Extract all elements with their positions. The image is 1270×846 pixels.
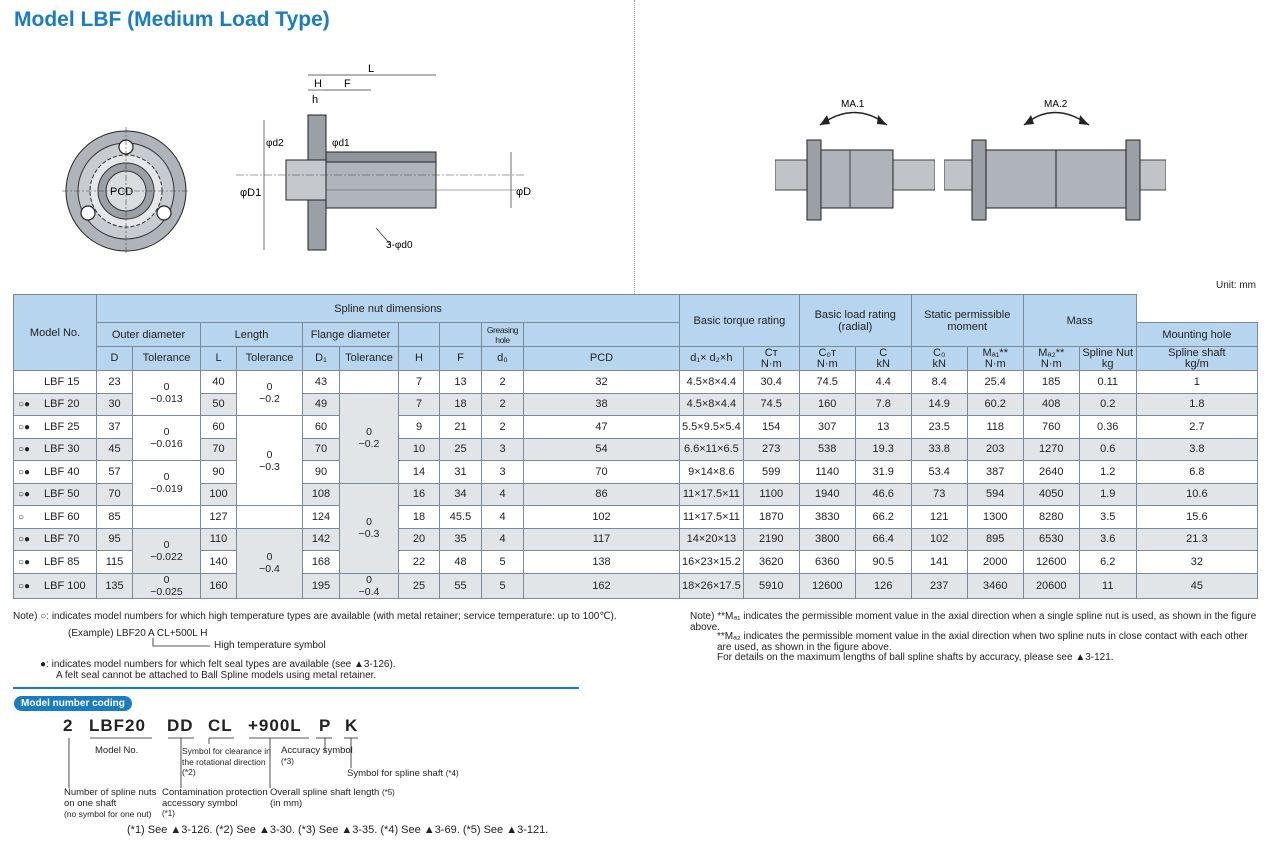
cell-cot: 160 [799, 393, 855, 416]
th-H: H [399, 347, 440, 371]
cell-ma2: 760 [1023, 416, 1079, 439]
note-felt-seal: ●: indicates model numbers for which felt seal types are available (see ▲3-126). [40, 659, 396, 670]
cell-mount: 18×26×17.5 [680, 573, 744, 598]
note-ma1: Note) **Mₐ₁ indicates the permissible moment value in the axial direction when a single spline nut is used, as shown in the figure above. [690, 611, 1257, 633]
model-no: LBF 20 [44, 398, 80, 411]
cell-ma2: 20600 [1023, 573, 1079, 598]
cell-shaft: 21.3 [1136, 528, 1257, 551]
cell-tol-outer [133, 506, 201, 529]
cell-d0: 4 [482, 528, 524, 551]
cell-ma1: 25.4 [967, 371, 1023, 394]
cell-F: 21 [440, 416, 482, 439]
th-mass: Mass [1023, 295, 1136, 347]
cell-d0: 5 [482, 573, 524, 598]
cell-flange-d: 49 [303, 393, 340, 416]
table-row [14, 551, 1258, 574]
code-shaft: K [345, 716, 359, 735]
cell-ma1: 387 [967, 461, 1023, 484]
cell-model [14, 393, 97, 416]
cell-ma2: 12600 [1023, 551, 1079, 574]
th-ma1: Mₐ₁** N·m [967, 347, 1023, 371]
cell-H: 9 [399, 416, 440, 439]
cell-model [14, 438, 97, 461]
availability-mark: ○● [18, 466, 31, 478]
cell-co: 237 [911, 573, 967, 598]
cell-outer-d: 115 [97, 551, 133, 574]
cell-H: 22 [399, 551, 440, 574]
cell-length: 127 [201, 506, 237, 529]
cell-length: 140 [201, 551, 237, 574]
cell-d0: 3 [482, 461, 524, 484]
cell-outer-d: 95 [97, 528, 133, 551]
cell-co: 33.8 [911, 438, 967, 461]
cell-ma2: 4050 [1023, 483, 1079, 506]
code-accuracy: P [319, 716, 332, 735]
coding-rule [13, 687, 579, 689]
th-tol-flange: Tolerance [340, 347, 399, 371]
ma2-label: MA.2 [1044, 99, 1068, 110]
model-no: LBF 70 [44, 533, 80, 546]
cell-cot: 74.5 [799, 371, 855, 394]
cell-cot: 3800 [799, 528, 855, 551]
cell-H: 20 [399, 528, 440, 551]
cell-outer-d: 70 [97, 483, 133, 506]
dim-holes: 3-φd0 [386, 240, 413, 251]
cell-F: 18 [440, 393, 482, 416]
cell-cot: 1140 [799, 461, 855, 484]
cell-flange-d: 108 [303, 483, 340, 506]
th-F: F [440, 347, 482, 371]
dim-d1: φd1 [332, 138, 350, 149]
cell-mount: 11×17.5×11 [680, 483, 744, 506]
th-tol-length: Tolerance [237, 347, 303, 371]
cell-F: 55 [440, 573, 482, 598]
th-spline-nut: Spline nut dimensions [97, 295, 680, 323]
cell-flange-d: 168 [303, 551, 340, 574]
cell-pcd: 162 [524, 573, 680, 598]
note-felt-seal-2: A felt seal cannot be attached to Ball Spline models using metal retainer. [56, 670, 377, 681]
cell-cot: 307 [799, 416, 855, 439]
cell-ma2: 185 [1023, 371, 1079, 394]
cell-tol-length [237, 506, 303, 529]
cell-length: 160 [201, 573, 237, 598]
cell-shaft: 1 [1136, 371, 1257, 394]
cell-ct: 5910 [743, 573, 799, 598]
cell-outer-d: 85 [97, 506, 133, 529]
note-example: (Example) LBF20 A CL+500L H [68, 628, 208, 639]
cell-mount: 9×14×8.6 [680, 461, 744, 484]
cell-cot: 1940 [799, 483, 855, 506]
cell-co: 121 [911, 506, 967, 529]
cell-pcd: 102 [524, 506, 680, 529]
spec-table-body [14, 371, 1258, 599]
cell-nut: 3.5 [1079, 506, 1136, 529]
table-row [14, 393, 1258, 416]
cell-tol-flange: 0 −0.3 [340, 483, 399, 573]
moment-ma2-drawing [944, 95, 1166, 225]
cell-shaft: 32 [1136, 551, 1257, 574]
cell-c: 46.6 [855, 483, 911, 506]
code-clearance: CL [208, 716, 233, 735]
code-length: +900L [248, 716, 302, 735]
cell-c: 19.3 [855, 438, 911, 461]
table-row [14, 506, 1258, 529]
label-shaft: Symbol for spline shaft (*4) [347, 768, 459, 779]
cell-F: 25 [440, 438, 482, 461]
cell-nut: 1.2 [1079, 461, 1136, 484]
label-model-no: Model No. [95, 745, 139, 756]
cell-ma1: 203 [967, 438, 1023, 461]
cell-ct: 30.4 [743, 371, 799, 394]
th-c: C kN [855, 347, 911, 371]
th-blank-pcd [524, 323, 680, 347]
cell-mount: 5.5×9.5×5.4 [680, 416, 744, 439]
th-ma2: Mₐ₂** N·m [1023, 347, 1079, 371]
cell-flange-d: 90 [303, 461, 340, 484]
table-row [14, 528, 1258, 551]
th-blank-f [440, 323, 482, 347]
cell-co: 102 [911, 528, 967, 551]
cell-ct: 3620 [743, 551, 799, 574]
note-max-length: For details on the maximum lengths of ball spline shafts by accuracy, please see ▲3-121. [717, 652, 1114, 663]
cell-tol-length: 0 −0.2 [237, 371, 303, 416]
cell-length: 90 [201, 461, 237, 484]
cell-nut: 11 [1079, 573, 1136, 598]
cell-co: 73 [911, 483, 967, 506]
cell-H: 25 [399, 573, 440, 598]
cell-co: 8.4 [911, 371, 967, 394]
cell-outer-d: 30 [97, 393, 133, 416]
th-mass-shaft: Spline shaft kg/m [1136, 347, 1257, 371]
cell-length: 100 [201, 483, 237, 506]
model-no: LBF 40 [44, 465, 80, 478]
cell-F: 31 [440, 461, 482, 484]
example-bracket [152, 638, 212, 650]
cell-outer-d: 23 [97, 371, 133, 394]
label-nuts: Number of spline nuts on one shaft (no symbol for one nut) [64, 787, 157, 819]
table-row [14, 573, 1258, 598]
model-no: LBF 60 [44, 510, 80, 523]
cell-d0: 5 [482, 551, 524, 574]
th-length: Length [201, 323, 303, 347]
cell-pcd: 47 [524, 416, 680, 439]
cell-H: 7 [399, 371, 440, 394]
cell-pcd: 54 [524, 438, 680, 461]
cell-length: 40 [201, 371, 237, 394]
cell-ma1: 895 [967, 528, 1023, 551]
cell-d0: 2 [482, 371, 524, 394]
table-row [14, 416, 1258, 439]
cell-c: 7.8 [855, 393, 911, 416]
cell-flange-d: 124 [303, 506, 340, 529]
cell-tol-flange: 0 −0.2 [340, 393, 399, 483]
code-seal: DD [167, 716, 194, 735]
cell-mount: 6.6×11×6.5 [680, 438, 744, 461]
availability-mark: ○● [18, 489, 31, 501]
cell-nut: 6.2 [1079, 551, 1136, 574]
th-tol-outer: Tolerance [133, 347, 201, 371]
label-contam: Contamination protection accessory symbol (*1) [162, 787, 268, 818]
cell-ma1: 594 [967, 483, 1023, 506]
cell-pcd: 138 [524, 551, 680, 574]
cell-tol-outer: 0 −0.016 [133, 416, 201, 461]
cell-ct: 1870 [743, 506, 799, 529]
model-no: LBF 15 [44, 375, 80, 388]
cell-tol-flange [340, 371, 399, 394]
cell-nut: 0.2 [1079, 393, 1136, 416]
cell-d0: 2 [482, 393, 524, 416]
cell-tol-outer: 0 −0.013 [133, 371, 201, 416]
cell-cot: 12600 [799, 573, 855, 598]
cell-shaft: 15.6 [1136, 506, 1257, 529]
ma1-label: MA.1 [841, 99, 865, 110]
cell-ma1: 118 [967, 416, 1023, 439]
th-PCD: PCD [524, 347, 680, 371]
cell-H: 10 [399, 438, 440, 461]
availability-mark: ○● [18, 399, 31, 411]
cell-flange-d: 70 [303, 438, 340, 461]
th-mass-nut: Spline Nut kg [1079, 347, 1136, 371]
cell-F: 35 [440, 528, 482, 551]
divider [634, 0, 635, 296]
cell-model [14, 483, 97, 506]
cell-shaft: 10.6 [1136, 483, 1257, 506]
cell-F: 45.5 [440, 506, 482, 529]
cell-H: 14 [399, 461, 440, 484]
cell-H: 16 [399, 483, 440, 506]
availability-mark: ○● [18, 444, 31, 456]
cell-outer-d: 57 [97, 461, 133, 484]
cell-tol-length: 0 −0.4 [237, 528, 303, 598]
cell-co: 23.5 [911, 416, 967, 439]
cell-flange-d: 195 [303, 573, 340, 598]
th-L: L [201, 347, 237, 371]
cell-co: 141 [911, 551, 967, 574]
th-D: D [97, 347, 133, 371]
model-no: LBF 50 [44, 488, 80, 501]
cell-co: 53.4 [911, 461, 967, 484]
cell-pcd: 86 [524, 483, 680, 506]
cell-ma2: 8280 [1023, 506, 1079, 529]
cell-tol-outer: 0 −0.025 [133, 573, 201, 598]
th-mount-sym: d₁× d₂×h [680, 347, 744, 371]
cell-ct: 74.5 [743, 393, 799, 416]
cell-pcd: 117 [524, 528, 680, 551]
model-no: LBF 100 [44, 579, 86, 592]
cell-mount: 11×17.5×11 [680, 506, 744, 529]
spec-table [13, 294, 1258, 599]
availability-mark: ○● [18, 556, 31, 568]
unit-label: Unit: mm [1216, 280, 1256, 291]
front-view-drawing [60, 125, 192, 257]
dim-H: H [314, 78, 322, 90]
code-nuts: 2 [63, 716, 74, 735]
code-model: LBF20 [89, 716, 146, 735]
availability-mark: ○ [18, 511, 25, 523]
table-row [14, 438, 1258, 461]
cell-model [14, 506, 97, 529]
cell-nut: 1.9 [1079, 483, 1136, 506]
cell-ma2: 1270 [1023, 438, 1079, 461]
th-flange: Flange diameter [303, 323, 399, 347]
cell-pcd: 38 [524, 393, 680, 416]
coding-pill: Model number coding [14, 696, 132, 711]
cell-F: 34 [440, 483, 482, 506]
page-title: Model LBF (Medium Load Type) [14, 8, 330, 31]
cell-tol-outer: 0 −0.019 [133, 461, 201, 506]
dim-d2: φd2 [266, 138, 284, 149]
dim-D: φD [516, 186, 532, 198]
cell-ct: 599 [743, 461, 799, 484]
cell-nut: 0.6 [1079, 438, 1136, 461]
model-no: LBF 85 [44, 555, 80, 568]
cell-ma2: 408 [1023, 393, 1079, 416]
cell-length: 110 [201, 528, 237, 551]
cell-H: 18 [399, 506, 440, 529]
label-accuracy: Accuracy symbol (*3) [281, 745, 353, 766]
cell-cot: 6360 [799, 551, 855, 574]
cell-F: 13 [440, 371, 482, 394]
table-row [14, 483, 1258, 506]
cell-shaft: 2.7 [1136, 416, 1257, 439]
cell-ma1: 2000 [967, 551, 1023, 574]
pcd-label: PCD [110, 186, 134, 198]
label-clearance: Symbol for clearance in the rotational direction (*2) [182, 746, 271, 777]
availability-mark: ○● [18, 580, 31, 592]
cell-tol-length: 0 −0.3 [237, 416, 303, 506]
cell-flange-d: 43 [303, 371, 340, 394]
cell-model [14, 573, 97, 598]
cell-d0: 3 [482, 438, 524, 461]
cell-c: 126 [855, 573, 911, 598]
cell-d0: 2 [482, 416, 524, 439]
th-co: C₀ kN [911, 347, 967, 371]
cell-c: 4.4 [855, 371, 911, 394]
cell-ma1: 1300 [967, 506, 1023, 529]
cell-c: 66.2 [855, 506, 911, 529]
cell-pcd: 32 [524, 371, 680, 394]
cell-mount: 4.5×8×4.4 [680, 371, 744, 394]
th-blank-h [399, 323, 440, 347]
note-ma2: **Mₐ₂ indicates the permissible moment value in the axial direction when two spline nuts in close contact with each other are used, as shown in the figure above. [717, 631, 1248, 653]
dim-F: F [344, 78, 351, 90]
cell-shaft: 45 [1136, 573, 1257, 598]
th-model: Model No. [14, 295, 97, 371]
th-d0: d₀ [482, 347, 524, 371]
cell-model [14, 551, 97, 574]
cell-model [14, 461, 97, 484]
cell-ma2: 6530 [1023, 528, 1079, 551]
cell-c: 31.9 [855, 461, 911, 484]
cell-nut: 0.11 [1079, 371, 1136, 394]
dim-L: L [368, 63, 375, 75]
cell-c: 90.5 [855, 551, 911, 574]
cell-co: 14.9 [911, 393, 967, 416]
th-outer: Outer diameter [97, 323, 201, 347]
cell-model [14, 528, 97, 551]
th-cot: C₀ᴛ N·m [799, 347, 855, 371]
th-mounting: Mounting hole [1136, 323, 1257, 347]
cell-model [14, 371, 97, 394]
cell-mount: 4.5×8×4.4 [680, 393, 744, 416]
th-ct: Cᴛ N·m [743, 347, 799, 371]
th-greasing: Greasing hole [482, 323, 524, 347]
cell-c: 13 [855, 416, 911, 439]
cell-mount: 14×20×13 [680, 528, 744, 551]
cell-ct: 1100 [743, 483, 799, 506]
cell-shaft: 6.8 [1136, 461, 1257, 484]
coding-references: (*1) See ▲3-126. (*2) See ▲3-30. (*3) See ▲3-35. (*4) See ▲3-69. (*5) See ▲3-121. [127, 824, 549, 836]
cell-length: 70 [201, 438, 237, 461]
cell-ct: 154 [743, 416, 799, 439]
availability-mark: ○● [18, 534, 31, 546]
cell-model [14, 416, 97, 439]
cell-tol-flange: 0 −0.4 [340, 573, 399, 598]
cell-shaft: 1.8 [1136, 393, 1257, 416]
cell-c: 66.4 [855, 528, 911, 551]
model-no: LBF 30 [44, 443, 80, 456]
side-view-drawing [236, 60, 546, 260]
cell-pcd: 70 [524, 461, 680, 484]
label-overall: Overall spline shaft length (*5) (in mm) [270, 787, 395, 809]
cell-ma1: 60.2 [967, 393, 1023, 416]
cell-d0: 4 [482, 506, 524, 529]
cell-F: 48 [440, 551, 482, 574]
cell-ma2: 2640 [1023, 461, 1079, 484]
cell-cot: 538 [799, 438, 855, 461]
cell-shaft: 3.8 [1136, 438, 1257, 461]
cell-outer-d: 37 [97, 416, 133, 439]
cell-outer-d: 135 [97, 573, 133, 598]
table-row [14, 461, 1258, 484]
th-load: Basic load rating (radial) [799, 295, 911, 347]
cell-ma1: 3460 [967, 573, 1023, 598]
cell-outer-d: 45 [97, 438, 133, 461]
cell-nut: 0.36 [1079, 416, 1136, 439]
cell-mount: 16×23×15.2 [680, 551, 744, 574]
th-moment: Static permissible moment [911, 295, 1023, 347]
cell-ct: 2190 [743, 528, 799, 551]
cell-length: 60 [201, 416, 237, 439]
th-torque: Basic torque rating [680, 295, 800, 347]
note-high-temp: Note) ○: indicates model numbers for which high temperature types are available (with metal retainer; service temperature: up to 100℃). [13, 611, 617, 622]
moment-ma1-drawing [775, 95, 935, 225]
table-row [14, 371, 1258, 394]
cell-tol-outer: 0 −0.022 [133, 528, 201, 573]
dim-D1: φD1 [240, 187, 262, 199]
cell-ct: 273 [743, 438, 799, 461]
cell-cot: 3830 [799, 506, 855, 529]
availability-mark: ○● [18, 421, 31, 433]
cell-H: 7 [399, 393, 440, 416]
cell-length: 50 [201, 393, 237, 416]
th-D1: D₁ [303, 347, 340, 371]
cell-d0: 4 [482, 483, 524, 506]
dim-h: h [312, 94, 319, 106]
cell-flange-d: 142 [303, 528, 340, 551]
cell-nut: 3.6 [1079, 528, 1136, 551]
model-no: LBF 25 [44, 420, 80, 433]
cell-flange-d: 60 [303, 416, 340, 439]
note-high-temp-symbol: High temperature symbol [214, 640, 326, 651]
